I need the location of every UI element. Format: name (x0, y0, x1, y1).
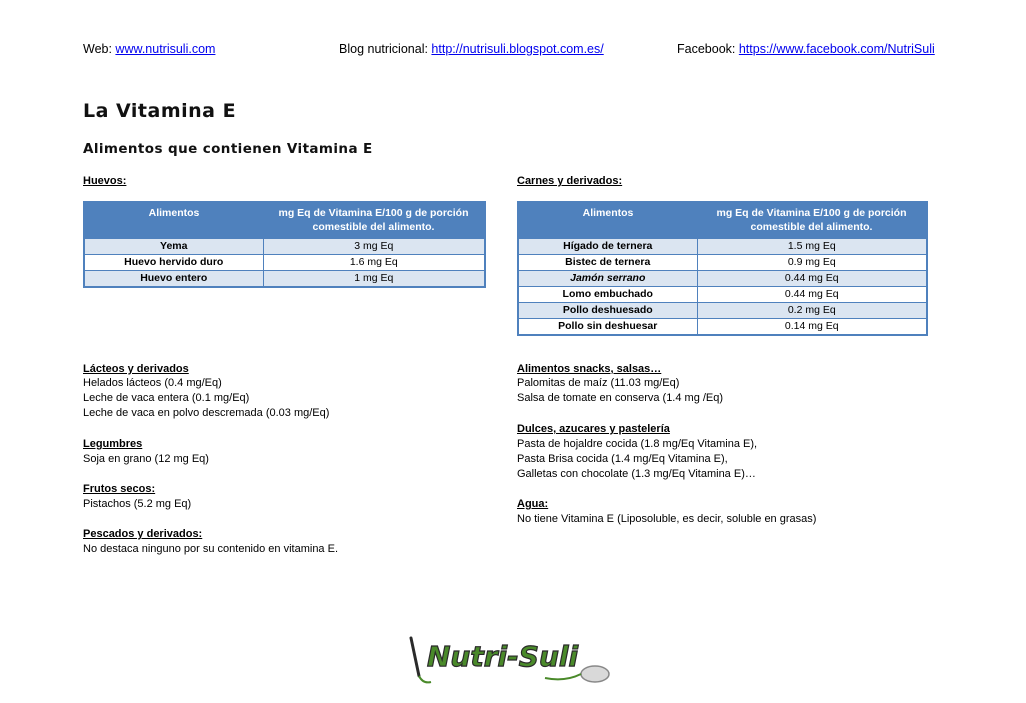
food-cell: Jamón serrano (518, 271, 697, 287)
web-label: Web: (83, 42, 116, 56)
mouse-cable-icon (545, 674, 581, 679)
page-subtitle: Alimentos que contienen Vitamina E (83, 141, 373, 157)
fork-icon (411, 638, 419, 676)
table-row (518, 255, 927, 271)
table-row (518, 287, 927, 303)
list-item: Salsa de tomate en conserva (1.4 mg /Eq) (517, 392, 724, 404)
web-link[interactable]: www.nutrisuli.com (115, 42, 216, 56)
agua-heading: Agua: (517, 498, 549, 510)
table-row (518, 239, 927, 255)
list-item: Leche de vaca en polvo descremada (0.03 mg/Eq) (83, 407, 330, 419)
carnes-col-value: mg Eq de Vitamina E/100 g de porción comestible del alimento. (697, 202, 927, 239)
table-row (84, 255, 485, 271)
mouse-icon (581, 666, 609, 682)
blog-link[interactable]: http://nutrisuli.blogspot.com.es/ (431, 42, 604, 56)
dulces-heading: Dulces, azucares y pastelería (517, 423, 670, 435)
table-row (84, 239, 485, 255)
table-row (518, 319, 927, 336)
value-cell: 0.14 mg Eq (697, 319, 927, 336)
header-blog (339, 42, 604, 56)
header-web (83, 42, 215, 56)
page-title: La Vitamina E (83, 100, 237, 122)
huevos-col-value: mg Eq de Vitamina E/100 g de porción comestible del alimento. (263, 202, 485, 239)
list-item: Helados lácteos (0.4 mg/Eq) (83, 377, 222, 389)
legumbres-heading: Legumbres (83, 438, 143, 450)
value-cell: 1.5 mg Eq (697, 239, 927, 255)
list-item: Soja en grano (12 mg Eq) (83, 453, 209, 465)
value-cell: 1.6 mg Eq (263, 255, 485, 271)
table-row (518, 271, 927, 287)
pescados-heading: Pescados y derivados: (83, 528, 203, 540)
huevos-heading: Huevos: (83, 175, 127, 187)
lacteos-heading: Lácteos y derivados (83, 363, 189, 375)
food-cell: Huevo hervido duro (84, 255, 263, 271)
swoosh-icon (419, 676, 431, 682)
list-item: No tiene Vitamina E (Liposoluble, es decir, soluble en grasas) (517, 513, 817, 525)
value-cell: 0.2 mg Eq (697, 303, 927, 319)
huevos-col-food: Alimentos (84, 202, 263, 239)
carnes-table (517, 201, 928, 336)
frutos-heading: Frutos secos: (83, 483, 156, 495)
facebook-link[interactable]: https://www.facebook.com/NutriSuli (738, 42, 935, 56)
list-item: Pistachos (5.2 mg Eq) (83, 498, 192, 510)
carnes-col-food: Alimentos (518, 202, 697, 239)
list-item: No destaca ninguno por su contenido en vitamina E. (83, 543, 338, 555)
value-cell: 3 mg Eq (263, 239, 485, 255)
food-cell: Hígado de ternera (518, 239, 697, 255)
table-row (84, 271, 485, 288)
huevos-table (83, 201, 486, 288)
list-item: Palomitas de maíz (11.03 mg/Eq) (517, 377, 680, 389)
food-cell: Huevo entero (84, 271, 263, 288)
nutrisuli-logo (405, 630, 620, 688)
food-cell: Bistec de ternera (518, 255, 697, 271)
value-cell: 1 mg Eq (263, 271, 485, 288)
value-cell: 0.44 mg Eq (697, 271, 927, 287)
carnes-heading: Carnes y derivados: (517, 175, 623, 187)
food-cell: Lomo embuchado (518, 287, 697, 303)
header-facebook (677, 42, 935, 56)
list-item: Pasta Brisa cocida (1.4 mg/Eq Vitamina E), (517, 453, 728, 465)
logo-text: Nutri-Suli (427, 640, 579, 673)
food-cell: Pollo deshuesado (518, 303, 697, 319)
list-item: Leche de vaca entera (0.1 mg/Eq) (83, 392, 250, 404)
facebook-label: Facebook: (677, 42, 739, 56)
food-cell: Yema (84, 239, 263, 255)
table-row (518, 303, 927, 319)
list-item: Galletas con chocolate (1.3 mg/Eq Vitamina E)… (517, 468, 756, 480)
value-cell: 0.44 mg Eq (697, 287, 927, 303)
food-cell: Pollo sin deshuesar (518, 319, 697, 336)
blog-label: Blog nutricional: (339, 42, 432, 56)
value-cell: 0.9 mg Eq (697, 255, 927, 271)
snacks-heading: Alimentos snacks, salsas… (517, 363, 662, 375)
list-item: Pasta de hojaldre cocida (1.8 mg/Eq Vitamina E), (517, 438, 758, 450)
